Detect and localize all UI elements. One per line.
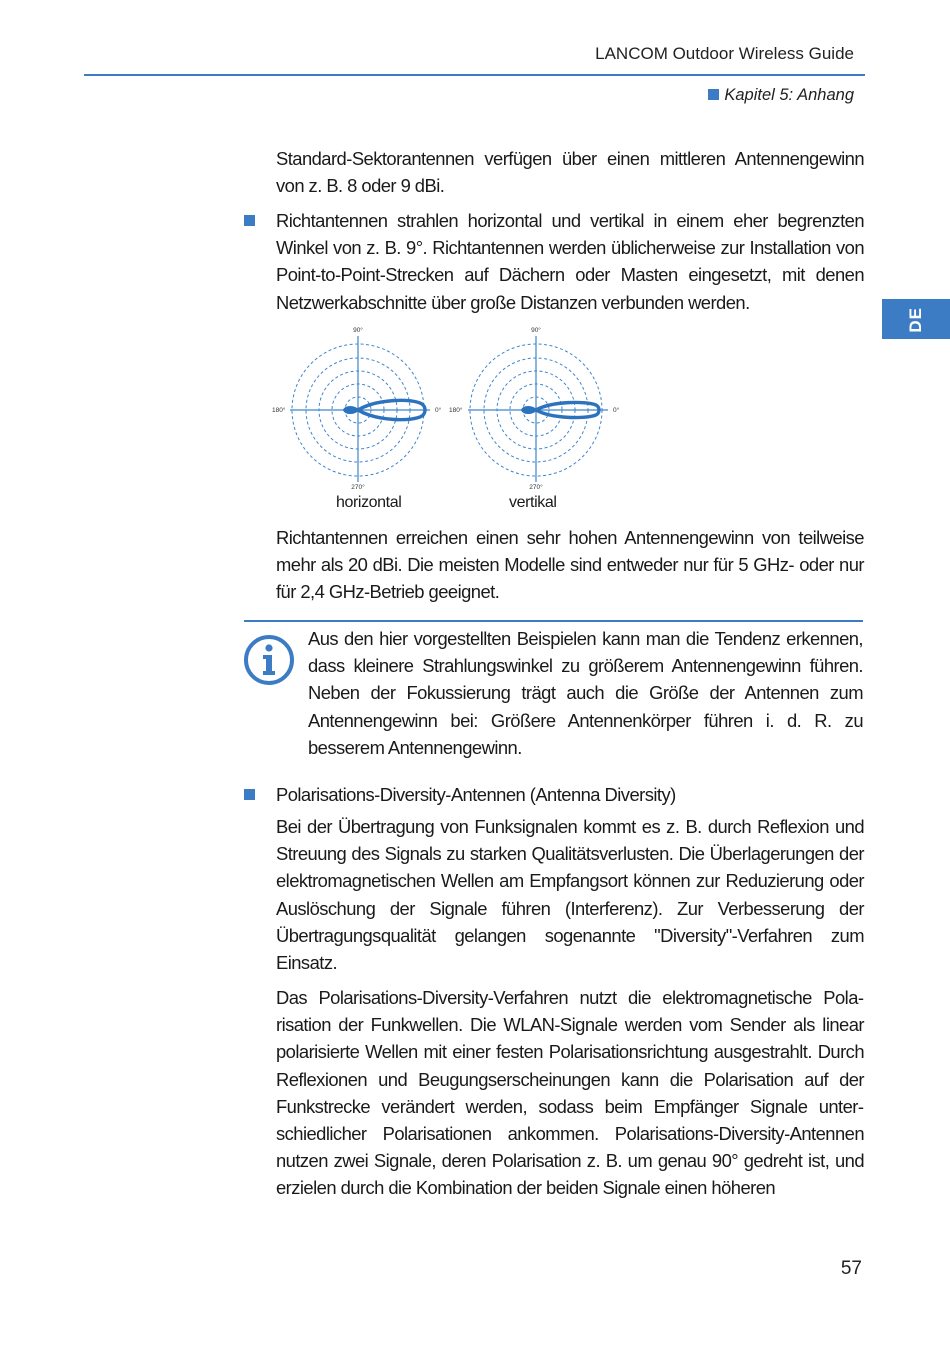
angle-label-90-left: 90°	[353, 327, 363, 334]
paragraph-sector-antennas: Standard-Sektorantennen verfügen über einen mittleren Antennengewinn von z. B. 8 oder 9 dBi.	[276, 148, 864, 197]
square-bullet-icon	[244, 789, 255, 800]
chapter-text: Kapitel 5: Anhang	[724, 86, 854, 104]
language-tab-label: DE	[906, 307, 925, 333]
info-note-text: Aus den hier vorgestellten Beispielen kann man die Tendenz erkennen, dass kleinere Strahlungswinkel zu größerem Antennengewinn führen. Neben der Fokussierung trägt auch die Größe der Antennen zum Antennengewinn bei: Größere Antennenkörper führen i. d. R. zu besserem Antennengewinn.	[308, 628, 863, 758]
angle-label-270-left: 270°	[351, 484, 365, 491]
info-icon	[243, 634, 295, 686]
paragraph-antenna-gain: Richtantennen erreichen einen sehr hohen Antennengewinn von teilweise mehr als 20 dBi. Die meisten Modelle sind entweder nur für 5 GHz- oder nur für 2,4 GHz-Betrieb geeignet.	[276, 527, 864, 603]
language-tab[interactable]	[882, 299, 950, 339]
square-bullet-icon	[244, 215, 255, 226]
caption-vertical: vertikal	[509, 494, 557, 511]
angle-label-90-right: 90°	[531, 327, 541, 334]
polar-plot-horizontal	[290, 336, 430, 482]
note-rule	[244, 620, 863, 622]
square-bullet-icon	[708, 89, 719, 100]
angle-label-270-right: 270°	[529, 484, 543, 491]
document-title: LANCOM Outdoor Wireless Guide	[595, 44, 854, 63]
paragraph-diversity-intro: Bei der Übertragung von Funksignalen kommt es z. B. durch Reflexion und Streuung des Signals zu starken Qualitätsverlusten. Die Überlagerungen der elektromagnetischen Wellen am Empfangsort können zur Reduzierung oder Auslöschung der Signale führen (Interferenz). Zur Verbesserung der Übertragungsqualität gelangen sogenannte "Diversity"-Verfahren zum Einsatz.	[276, 816, 864, 974]
angle-label-180-left: 180°	[272, 407, 286, 414]
paragraph-diversity-method: Das Polarisations-Diversity-Verfahren nutzt die elektromagnetische Polarisation der Funkwellen. Die WLAN-Signale werden vom Sender als linear polarisierte Wellen mit einer festen Polarisationsrichtung ausgestrahlt. Durch Reflexionen und Beugungserscheinungen kann die Polarisation auf der Funkstrecke verändert werden, sodass beim Empfänger Signale unterschiedlicher Polarisationen ankommen. Polarisations-Diversity-Antennen nutzen zwei Signale, deren Polarisation z. B. um genau 90° gedreht ist, und erzielen durch die Kombination der beiden Signale einen höheren	[276, 987, 864, 1199]
page-number: 57	[840, 1258, 862, 1279]
angle-label-0-right: 0°	[613, 407, 620, 414]
paragraph-directional-antennas: Richtantennen strahlen horizontal und vertikal in einem eher begrenzten Winkel von z. B. 9°. Richtantennen werden üblicherweise zur Installation von Point-to-Point-Strecken auf Dächern oder Masten eingesetzt, mit denen Netzwerkabschnitte über große Distanzen verbunden werden.	[276, 210, 864, 313]
polar-plot-vertical	[468, 336, 608, 482]
radiation-pattern-diagrams	[268, 322, 638, 499]
chapter-label	[708, 86, 854, 105]
caption-horizontal: horizontal	[336, 494, 402, 511]
header-rule	[84, 74, 865, 76]
heading-polarisation-diversity: Polarisations-Diversity-Antennen (Antenna Diversity)	[276, 784, 676, 805]
angle-label-180-right: 180°	[449, 407, 463, 414]
radiation-pattern-svg	[268, 322, 638, 494]
angle-label-0-left: 0°	[435, 407, 442, 414]
